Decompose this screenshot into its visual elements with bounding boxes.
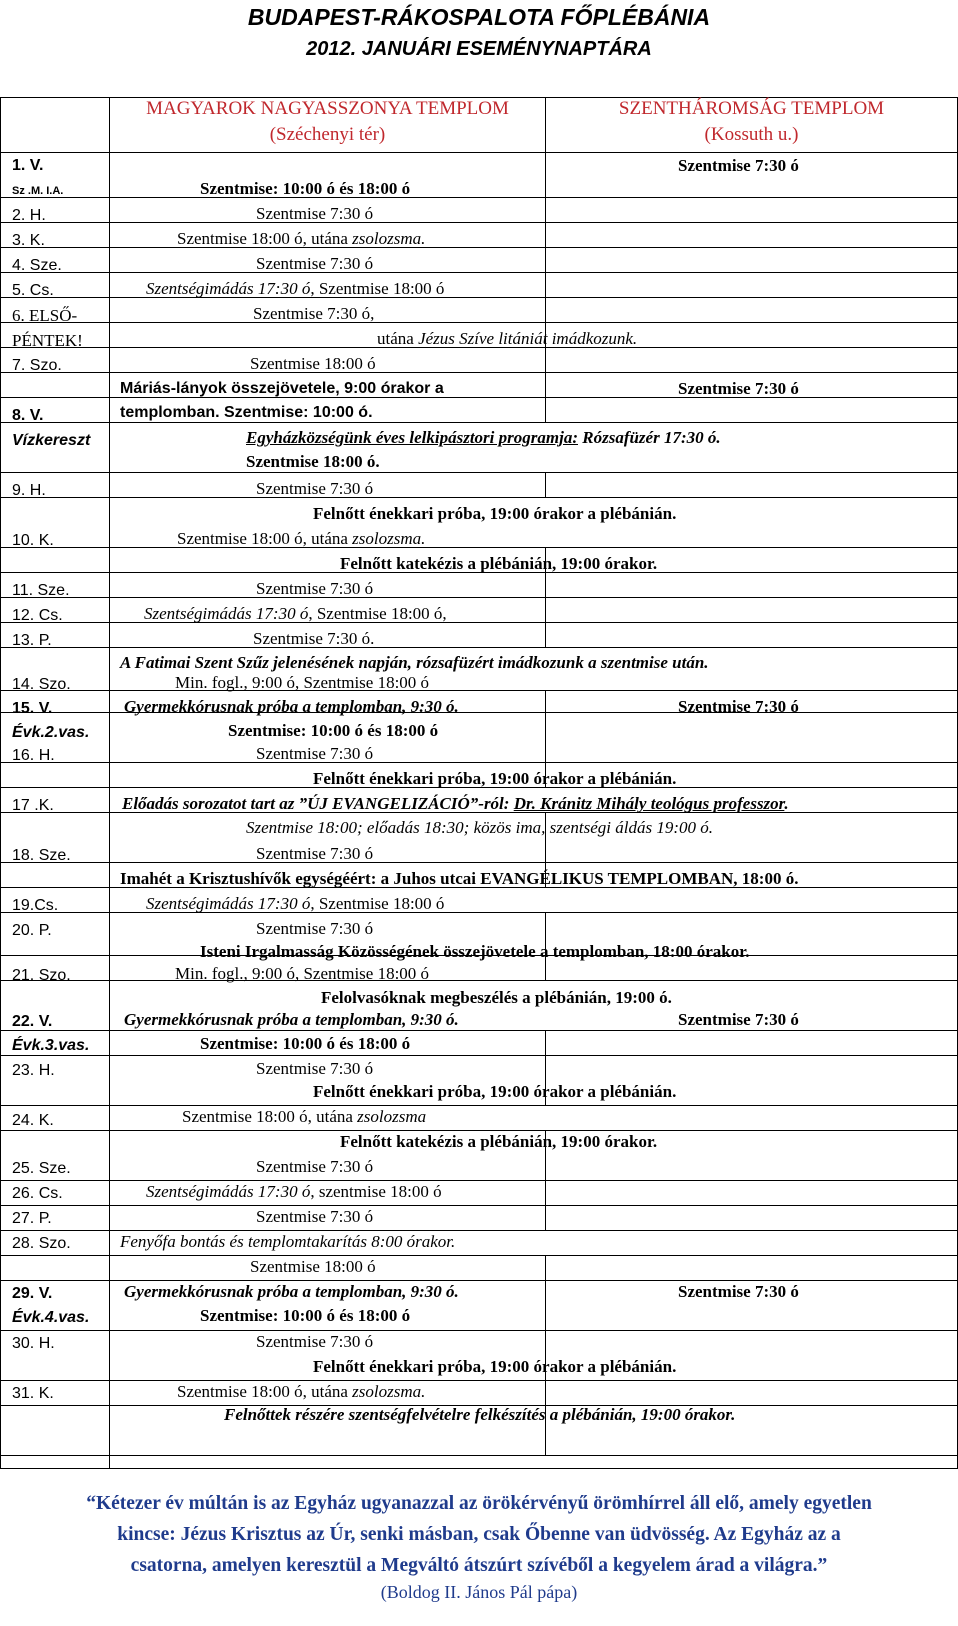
header-col1-title: MAGYAROK NAGYASSZONYA TEMPLOM: [146, 98, 509, 119]
day-label: 12. Cs.: [12, 607, 63, 624]
day-sublabel: Évk.2.vas.: [12, 724, 90, 741]
table-column-line: [545, 1205, 546, 1230]
event-text: Szentmise 18:00; előadás 18:30; közös ima, szentségi áldás 19:00 ó.: [246, 818, 713, 837]
event-text: Felnőtt énekkari próba, 19:00 órakor a plébánián.: [313, 1082, 677, 1101]
day-label: 20. P.: [12, 922, 52, 939]
table-column-line: [545, 1280, 546, 1330]
table-column-line: [545, 1030, 546, 1055]
day-sublabel: Vízkereszt: [12, 432, 91, 449]
event-text: Szentmise 7:30 ó: [256, 844, 374, 863]
table-row-line: [0, 762, 958, 763]
quote-line: “Kétezer év múltán is az Egyház ugyanazzal az örökérvényű örömhírrel áll elő, amely egyetlen: [86, 1493, 872, 1514]
day-label: 13. P.: [12, 632, 52, 649]
event-text-part: Szentmise 18:00 ó, utána: [182, 1107, 358, 1126]
day-label: 22. V.: [12, 1013, 53, 1030]
event-text: Szentmise 7:30 ó: [256, 1059, 374, 1078]
day-label: 3. K.: [12, 232, 45, 249]
event-text: Szentmise 7:30 ó: [256, 744, 374, 763]
document-title: BUDAPEST-RÁKOSPALOTA FŐPLÉBÁNIA: [247, 4, 711, 30]
event-text-part: .: [784, 794, 789, 813]
table-row-line: [0, 1030, 958, 1031]
closing-quote: [0, 1488, 958, 1581]
header-col2-title: SZENTHÁROMSÁG TEMPLOM: [618, 98, 885, 119]
event-text-part: Rózsafüzér 17:30 ó.: [578, 428, 721, 447]
table-row-line: [0, 1280, 958, 1281]
event-text: Szentmise 7:30 ó: [256, 919, 374, 938]
event-text-part: Szentségimádás 17:30 ó: [146, 1182, 311, 1201]
table-column-line: [545, 1380, 546, 1405]
event-text: Szentmise 7:30 ó: [678, 379, 799, 398]
table-row-line: [0, 222, 958, 223]
event-text-part: Egyházközségünk éves lelkipásztori programja:: [246, 428, 578, 447]
event-text: Máriás-lányok összejövetele, 9:00 órakor a: [120, 380, 444, 397]
event-text: Gyermekkórusnak próba a templomban, 9:30 ó.: [124, 1282, 459, 1301]
event-text: Felnőttek részére szentségfelvételre felkészítés a plébánián, 19:00 órakor.: [224, 1405, 736, 1424]
table-row-line: [0, 197, 958, 198]
event-text: Gyermekkórusnak próba a templomban, 9:30 ó.: [124, 697, 459, 716]
quote-attribution: (Boldog II. János Pál pápa): [380, 1582, 578, 1602]
table-row-line: [0, 1130, 958, 1131]
event-text: Szentmise: 10:00 ó és 18:00 ó: [200, 1034, 411, 1053]
table-column-line: [545, 712, 546, 762]
event-text: [146, 1182, 442, 1202]
day-label: 15. V.: [12, 700, 53, 717]
day-label: 21. Szo.: [12, 967, 71, 984]
day-sublabel: Sz .M. I.A.: [12, 185, 64, 197]
event-text: Min. fogl., 9:00 ó, Szentmise 18:00 ó: [175, 964, 430, 983]
event-text: Szentmise: 10:00 ó és 18:00 ó: [228, 721, 439, 740]
event-text-part: zsolozsma.: [352, 1382, 426, 1401]
table-row-line: [0, 1468, 958, 1469]
event-text: [144, 604, 447, 624]
event-text-part: Szentségimádás 17:30 ó: [146, 894, 311, 913]
event-text: Szentmise 7:30 ó,: [253, 304, 375, 323]
table-row-line: [0, 322, 958, 323]
day-label: 30. H.: [12, 1335, 55, 1352]
day-label: 19.Cs.: [12, 897, 59, 914]
event-text: [146, 279, 444, 299]
event-text-part: zsolozsma: [357, 1107, 427, 1126]
day-label: 14. Szo.: [12, 676, 71, 693]
table-column-line: [109, 97, 110, 1468]
table-row-line: [0, 547, 958, 548]
day-label: 6. ELSŐ-: [12, 306, 78, 325]
day-label: 23. H.: [12, 1062, 55, 1079]
table-row-line: [0, 1330, 958, 1331]
event-text: Szentmise 7:30 ó.: [253, 629, 375, 648]
table-row-line: [0, 1230, 958, 1231]
table-column-line: [0, 97, 1, 1468]
event-text: Szentmise: 10:00 ó és 18:00 ó: [200, 179, 411, 198]
table-row-line: [0, 1205, 958, 1206]
header-col2-subtitle: (Kossuth u.): [704, 124, 799, 145]
table-row-line: [0, 980, 958, 981]
day-label: PÉNTEK!: [12, 331, 83, 350]
event-text: [146, 894, 444, 914]
header-col1-subtitle: (Széchenyi tér): [269, 124, 386, 145]
event-text: [122, 794, 789, 814]
day-label: 10. K.: [12, 532, 54, 549]
day-label: 17 .K.: [12, 797, 54, 814]
event-text: Szentmise 7:30 ó: [256, 479, 374, 498]
day-label: 7. Szo.: [12, 357, 62, 374]
quote-line: csatorna, amelyen keresztül a Megváltó átszúrt szívéből a kegyelem árad a világra.”: [130, 1555, 828, 1576]
table-row-line: [0, 1455, 958, 1456]
event-text: [246, 428, 721, 448]
table-row-line: [0, 912, 958, 913]
event-text: Imahét a Krisztushívők egységéért: a Juhos utcai EVANGÉLIKUS TEMPLOMBAN, 18:00 ó.: [120, 869, 799, 888]
document-subtitle: 2012. JANUÁRI ESEMÉNYNAPTÁRA: [306, 38, 652, 60]
event-text: [177, 1382, 425, 1402]
event-calendar-table: [0, 97, 958, 1469]
event-text: [377, 329, 637, 349]
day-label: 29. V.: [12, 1285, 53, 1302]
event-text: Szentmise 7:30 ó: [256, 1157, 374, 1176]
table-row-line: [0, 1105, 958, 1106]
event-text: Fenyőfa bontás és templomtakarítás 8:00 órakor.: [120, 1232, 456, 1251]
event-text: templomban. Szentmise: 10:00 ó.: [120, 404, 373, 421]
event-text: Szentmise 18:00 ó: [250, 1257, 376, 1276]
event-text: Felnőtt énekkari próba, 19:00 órakor a plébánián.: [313, 769, 677, 788]
day-label: 8. V.: [12, 407, 44, 424]
day-label: 1. V.: [12, 157, 44, 174]
day-label: 2. H.: [12, 207, 46, 224]
day-label: 11. Sze.: [12, 582, 70, 599]
table-row-line: [0, 247, 958, 248]
day-label: 9. H.: [12, 482, 46, 499]
table-row-line: [0, 497, 958, 498]
event-text-part: zsolozsma.: [352, 229, 426, 248]
table-column-line: [545, 1180, 546, 1205]
table-row-line: [0, 690, 958, 691]
table-row-line: [0, 597, 958, 598]
event-text-part: Előadás sorozatot tart az ”ÚJ EVANGELIZÁCIÓ”-ról:: [122, 794, 510, 813]
event-text: Felnőtt énekkari próba, 19:00 órakor a plébánián.: [313, 1357, 677, 1376]
table-row-line: [0, 647, 958, 648]
event-text-part: , Szentmise 18:00 ó,: [308, 604, 447, 623]
event-text: Szentmise: 10:00 ó és 18:00 ó: [200, 1306, 411, 1325]
table-row-line: [0, 862, 958, 863]
event-text-part: zsolozsma.: [352, 529, 426, 548]
event-text-part: Szentmise 18:00 ó, utána: [177, 1382, 353, 1401]
event-text: Szentmise 7:30 ó: [678, 697, 799, 716]
event-text-part: Szentségimádás 17:30 ó: [146, 279, 311, 298]
day-label: 5. Cs.: [12, 282, 54, 299]
event-text: Szentmise 7:30 ó: [256, 204, 374, 223]
event-text: Szentmise 7:30 ó: [256, 1332, 374, 1351]
day-label: 28. Szo.: [12, 1235, 71, 1252]
table-column-line: [545, 572, 546, 647]
event-text: Szentmise 18:00 ó.: [246, 452, 380, 471]
day-sublabel: Évk.3.vas.: [12, 1037, 90, 1054]
event-text: A Fatimai Szent Szűz jelenésének napján, rózsafüzért imádkozunk a szentmise után.: [120, 653, 709, 672]
table-row-line: [0, 1055, 958, 1056]
event-text-part: Szentségimádás 17:30 ó: [144, 604, 309, 623]
event-text: Szentmise 7:30 ó: [256, 254, 374, 273]
day-label: 31. K.: [12, 1385, 54, 1402]
table-column-line: [545, 472, 546, 497]
table-column-line: [545, 197, 546, 422]
event-text: Szentmise 7:30 ó: [256, 579, 374, 598]
table-row-line: [0, 297, 958, 298]
event-text-part: Dr. Kránitz Mihály teológus professzor: [513, 794, 785, 813]
event-text: Szentmise 7:30 ó: [256, 1207, 374, 1226]
event-text: Felnőtt énekkari próba, 19:00 órakor a plébánián.: [313, 504, 677, 523]
event-text: Szentmise 7:30 ó: [678, 1010, 799, 1029]
event-text: Szentmise 7:30 ó: [678, 156, 799, 175]
event-text-part: Szentmise 18:00 ó, utána: [177, 229, 353, 248]
table-column-line: [545, 690, 546, 712]
table-row-line: [0, 272, 958, 273]
day-label: 18. Sze.: [12, 847, 71, 864]
event-text: Felolvasóknak megbeszélés a plébánián, 19:00 ó.: [321, 988, 672, 1007]
quote-line: kincse: Jézus Krisztus az Úr, senki másban, csak Őbenne van üdvösség. Az Egyház az a: [117, 1524, 841, 1545]
day-label: 27. P.: [12, 1210, 52, 1227]
day-label: 16. H.: [12, 747, 55, 764]
day-label: 24. K.: [12, 1112, 54, 1129]
event-text: Szentmise 18:00 ó: [250, 354, 376, 373]
day-sublabel: Évk.4.vas.: [12, 1309, 90, 1326]
table-row-line: [0, 1380, 958, 1381]
event-text: Szentmise 7:30 ó: [678, 1282, 799, 1301]
day-label: 4. Sze.: [12, 257, 62, 274]
table-row-line: [0, 152, 958, 153]
event-text: [177, 229, 425, 249]
event-text-part: Szentmise 18:00 ó, utána: [177, 529, 353, 548]
table-row-line: [0, 472, 958, 473]
event-text-part: utána: [377, 329, 419, 348]
day-label: 26. Cs.: [12, 1185, 63, 1202]
event-text: Felnőtt katekézis a plébánián, 19:00 órakor.: [340, 554, 658, 573]
table-row-line: [0, 1255, 958, 1256]
table-row-line: [0, 1180, 958, 1181]
event-text-part: , szentmise 18:00 ó: [310, 1182, 442, 1201]
event-text-part: , Szentmise 18:00 ó: [310, 894, 445, 913]
table-column-line: [545, 1255, 546, 1280]
event-text-part: , Szentmise 18:00 ó: [310, 279, 445, 298]
table-row-line: [0, 372, 958, 373]
event-text: [177, 529, 425, 549]
event-text: [182, 1107, 426, 1127]
event-text: Gyermekkórusnak próba a templomban, 9:30 ó.: [124, 1010, 459, 1029]
event-text: Felnőtt katekézis a plébánián, 19:00 órakor.: [340, 1132, 658, 1151]
day-label: 25. Sze.: [12, 1160, 71, 1177]
event-text: Isteni Irgalmasság Közösségének összejövetele a templomban, 18:00 órakor.: [200, 942, 750, 961]
event-text-part: Jézus Szíve litániát imádkozunk.: [418, 329, 638, 348]
event-text: Min. fogl., 9:00 ó, Szentmise 18:00 ó: [175, 673, 430, 692]
